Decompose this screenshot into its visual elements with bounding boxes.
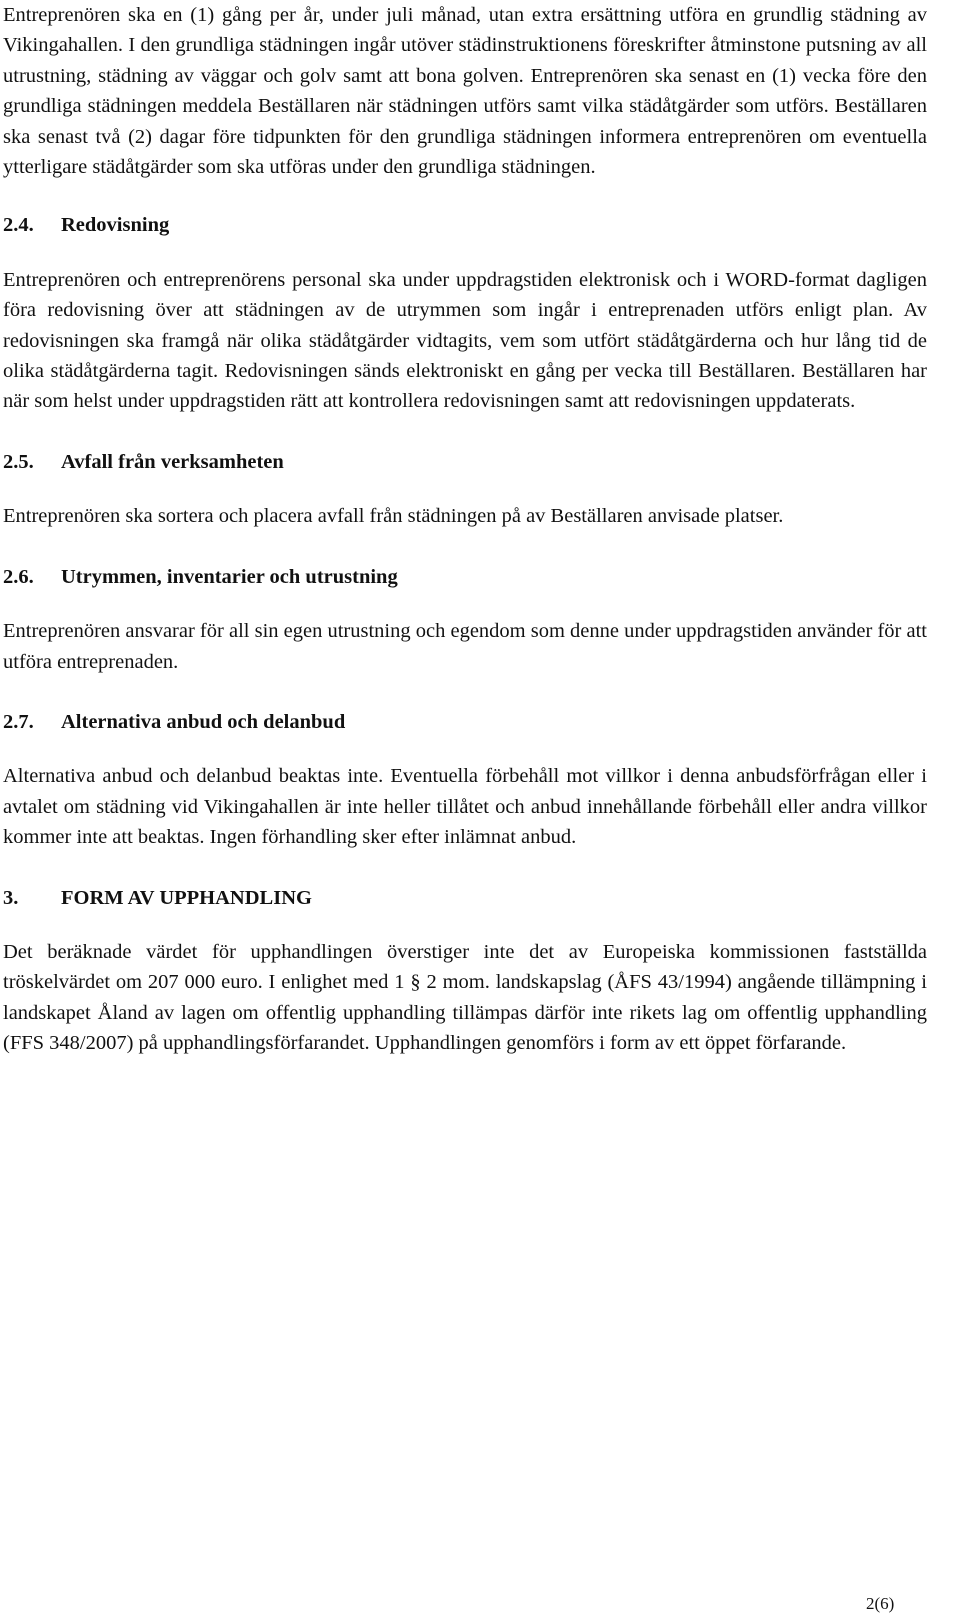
section-number: 3.	[3, 886, 19, 909]
section-heading-2-6	[3, 562, 927, 592]
section-title: FORM AV UPPHANDLING	[61, 886, 312, 909]
document-body	[3, 0, 927, 1059]
section-number: 2.5.	[3, 450, 34, 473]
paragraph-avfall: Entreprenören ska sortera och placera avfall från städningen på av Beställaren anvisade platser.	[3, 505, 784, 528]
section-title: Utrymmen, inventarier och utrustning	[61, 565, 398, 588]
section-title: Avfall från verksamheten	[61, 450, 284, 473]
section-number: 2.4.	[3, 214, 34, 237]
section-title: Redovisning	[61, 214, 170, 237]
section-heading-3	[3, 883, 927, 913]
page-number: 2(6)	[866, 1594, 895, 1613]
section-title: Alternativa anbud och delanbud	[61, 710, 346, 733]
section-number: 2.6.	[3, 565, 34, 588]
section-number: 2.7.	[3, 710, 34, 733]
section-heading-2-7	[3, 707, 927, 737]
paragraph-utrymmen: Entreprenören ansvarar för all sin egen utrustning och egendom som denne under uppdragstiden använder för att utföra entreprenaden.	[3, 620, 927, 673]
paragraph-redovisning: Entreprenören och entreprenörens personal ska under uppdragstiden elektronisk och i WORD-format dagligen föra redovisning över att städningen av de utrymmen som ingår i entreprenaden utförs enligt plan. Av redovisningen ska framgå när olika städåtgärder vidtagits, vem som utfört städåtgärderna och hur lång tid de olika städåtgärderna tagit. Redovisningen sänds elektroniskt en gång per vecka till Beställaren. Beställaren har när som helst under uppdragstiden rätt att kontrollera redovisningen samt att redovisningen uppdaterats.	[3, 268, 927, 413]
paragraph-form: Det beräknade värdet för upphandlingen överstiger inte det av Europeiska kommissionen fastställda tröskelvärdet om 207 000 euro. I enlighet med 1 § 2 mom. landskapslag (ÅFS 43/1994) angående tillämpning i landskapet Åland av lagen om offentlig upphandling tillämpas därför inte rikets lag om offentlig upphandling (FFS 348/2007) på upphandlingsförfarandet. Upphandlingen genomförs i form av ett öppet förfarande.	[3, 940, 927, 1055]
paragraph-annual-cleaning: Entreprenören ska en (1) gång per år, under juli månad, utan extra ersättning utföra en grundlig städning av Vikingahallen. I den grundliga städningen ingår utöver städinstruktionens föreskrifter åtminstone putsning av all utrustning, städning av väggar och golv samt att bona golven. Entreprenören ska senast en (1) vecka före den grundliga städningen meddela Beställaren när städningen utförs samt vilka städåtgärder som utförs. Beställaren ska senast två (2) dagar före tidpunkten för den grundliga städningen informera entreprenören om eventuella ytterligare städåtgärder som ska utföras under den grundliga städningen.	[3, 4, 927, 179]
section-heading-2-4	[3, 210, 927, 240]
section-heading-2-5	[3, 447, 927, 477]
paragraph-alternativa: Alternativa anbud och delanbud beaktas inte. Eventuella förbehåll mot villkor i denna anbudsförfrågan eller i avtalet om städning vid Vikingahallen är inte heller tillåtet och anbud innehållande förbehåll eller andra villkor kommer inte att beaktas. Ingen förhandling sker efter inlämnat anbud.	[3, 765, 927, 849]
